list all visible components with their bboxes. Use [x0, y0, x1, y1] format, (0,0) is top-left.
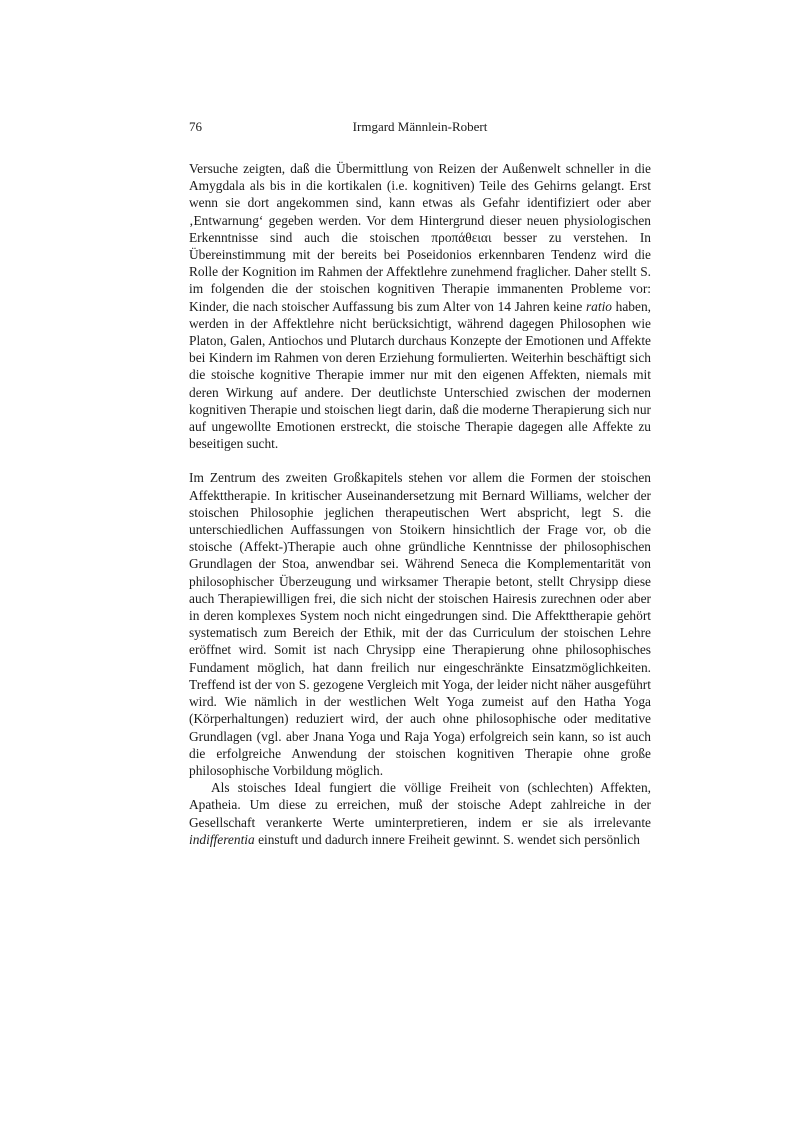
paragraph-1: [189, 160, 651, 452]
running-header: [189, 118, 651, 136]
italic-term-indifferentia: indifferentia: [189, 831, 255, 847]
paragraph-3-part-b: einstuft und dadurch innere Freiheit gewinnt. S. wendet sich persönlich: [254, 831, 640, 847]
greek-term: προπάθειαι: [431, 229, 492, 245]
running-head-author: Irmgard Männlein-Robert: [352, 119, 488, 134]
paragraph-3-part-a: Als stoisches Ideal fungiert die völlige Freiheit von (schlechten) Affekten, Apatheia. Um diese zu erreichen, muß der stoische Adept zahlreiche in der Gesellschaft verankerte Werte uminterpretieren, indem er sie als irrelevante: [189, 780, 651, 830]
paragraph-1-part-c: haben, werden in der Affektlehre nicht berücksichtigt, während dagegen Philosophen wie Platon, Galen, Antiochos und Plutarch durchaus Konzepte der Emotionen und Affekte bei Kindern im Rahmen von deren Erziehung formulierten. Weiterhin beschäftigt sich die stoische kognitive Therapie immer nur mit den eigenen Affekten, niemals mit deren Wirkung auf andere. Der deutlichste Unterschied zwischen der modernen kognitiven Therapie und stoischen liegt darin, daß die moderne Therapierung sich nur auf ungewollte Emotionen erstreckt, die stoische Therapie dagegen alle Affekte zu beseitigen sucht.: [189, 298, 651, 452]
paragraph-3: [189, 779, 651, 848]
book-page: [189, 118, 651, 848]
paragraph-1-part-b: besser zu verstehen. In Übereinstimmung mit der bereits bei Poseidonios erkennbaren Tendenz wird die Rolle der Kognition im Rahmen der Affektlehre zunehmend fraglicher. Daher stellt S. im folgenden die der stoischen kognitiven Therapie immanenten Probleme vor: Kinder, die nach stoischer Auffassung bis zum Alter von 14 Jahren keine: [189, 229, 651, 314]
paragraph-1-part-a: Versuche zeigten, daß die Übermittlung von Reizen der Außenwelt schneller in die Amygdala als bis in die kortikalen (i.e. kognitiven) Teile des Gehirns gelangt. Erst wenn sie dort angekommen sind, kann etwas als Gefahr identifiziert oder aber ‚Entwarnung‘ gegeben werden. Vor dem Hintergrund dieser neuen physiologischen Erkenntnisse sind auch die stoischen: [189, 161, 651, 245]
italic-term-ratio: ratio: [585, 298, 612, 314]
page-number: 76: [189, 119, 202, 134]
paragraph-2: Im Zentrum des zweiten Großkapitels stehen vor allem die Formen der stoischen Affekttherapie. In kritischer Auseinandersetzung mit Bernard Williams, welcher der stoischen Philosophie jeglichen therapeutischen Wert abspricht, legt S. die unterschiedlichen Auffassungen von Stoikern hinsichtlich der Frage vor, ob die stoische (Affekt-)Therapie auch ohne gründliche Kenntnisse der philosophischen Grundlagen der Stoa, anwendbar sei. Während Seneca die Komplementarität von philosophischer Überzeugung und wirksamer Therapie betont, stellt Chrysipp diese auch Therapiewilligen frei, die sich nicht der stoischen Hairesis zurechnen oder aber in deren komplexes System noch nicht eingedrungen sind. Die Affekttherapie gehört systematisch zum Bereich der Ethik, mit der das Curriculum der stoischen Lehre eröffnet wird. Somit ist nach Chrysipp eine Therapierung ohne philosophisches Fundament möglich, hat dann freilich nur eingeschränkte Einsatzmöglichkeiten. Treffend ist der von S. gezogene Vergleich mit Yoga, der leider nicht näher ausgeführt wird. Wie nämlich in der westlichen Welt Yoga zumeist auf den Hatha Yoga (Körperhaltungen) reduziert wird, der auch ohne philosophische oder meditative Grundlagen (vgl. aber Jnana Yoga und Raja Yoga) erfolgreich sein kann, so ist auch die erfolgreiche Anwendung der stoischen kognitiven Therapie ohne große philosophische Vorbildung möglich.: [189, 470, 651, 778]
